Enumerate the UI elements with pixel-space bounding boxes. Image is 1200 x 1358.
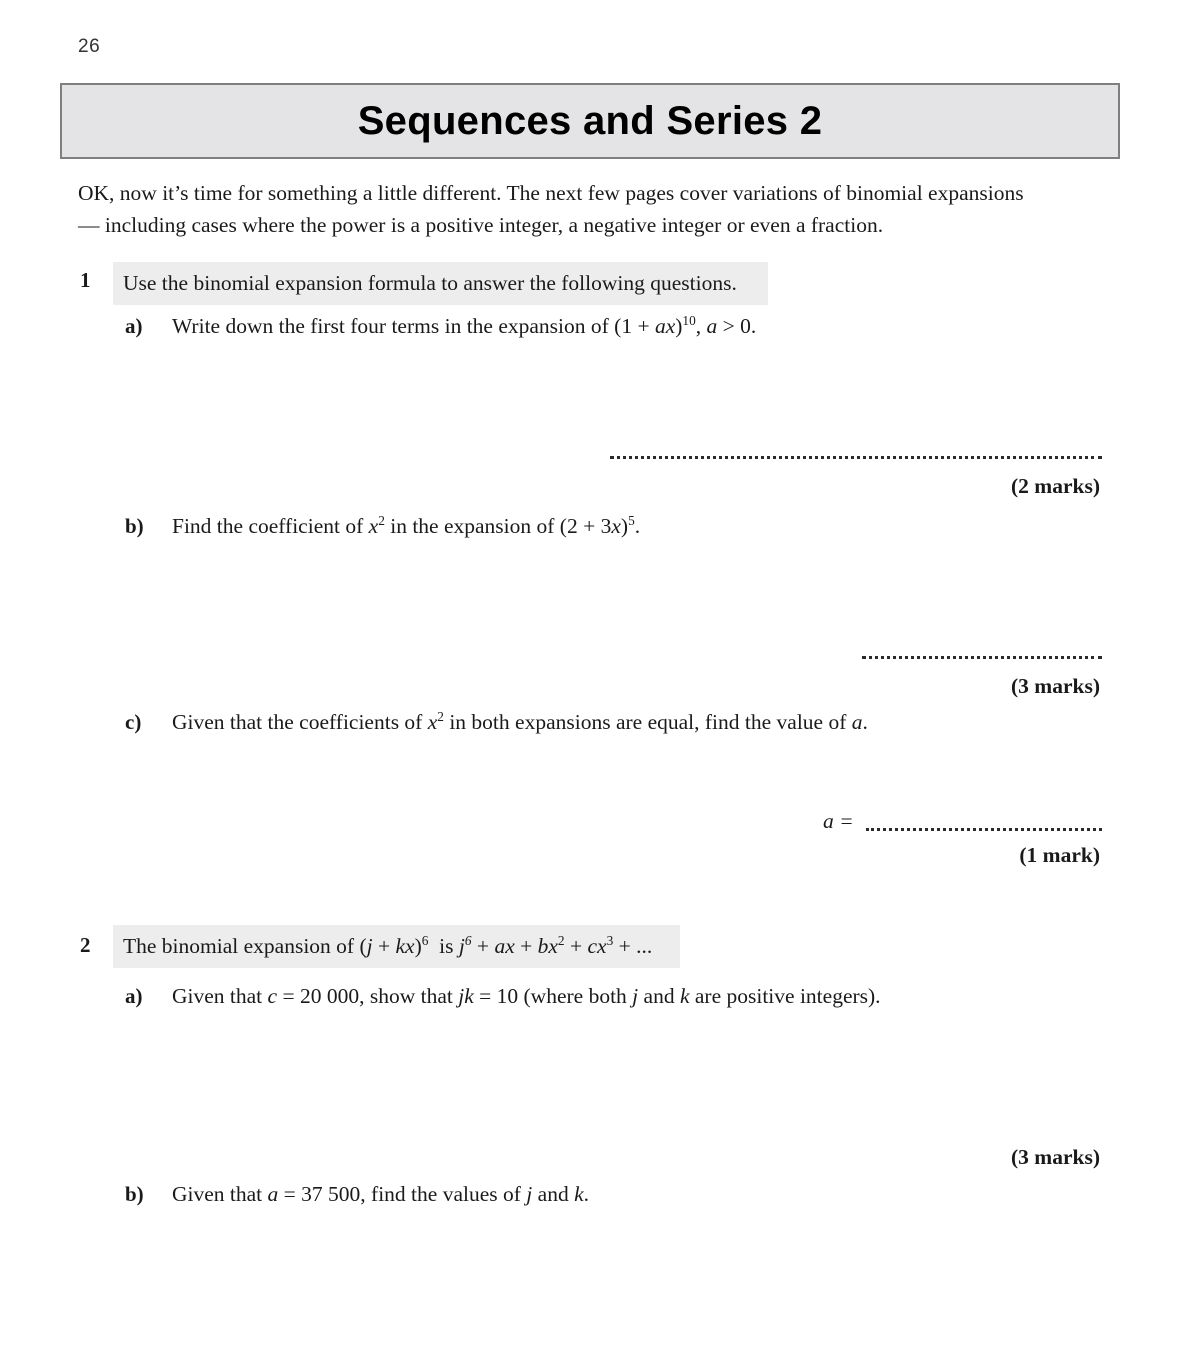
question-1c-text: Given that the coefficients of $x^2$ in both expansions are equal, find the value of a. <box>172 708 868 734</box>
question-2-number: 2 <box>80 933 91 957</box>
question-2a-text: Given that c = 20 000, show that jk = 10 (where both j and k are positive integers). <box>172 984 881 1008</box>
question-1-stem: Use the binomial expansion formula to answer the following questions. <box>113 262 768 305</box>
question-1a-answer-line[interactable] <box>610 452 1102 459</box>
question-1b-label: b) <box>125 514 144 538</box>
question-2b-text: Given that a = 37 500, find the values of j and k. <box>172 1182 589 1206</box>
question-1a-marks: (2 marks) <box>1011 474 1100 498</box>
question-1b-answer-line[interactable] <box>862 652 1102 659</box>
question-1c-label: c) <box>125 710 142 734</box>
question-2b-label: b) <box>125 1182 144 1206</box>
question-1a-text: Write down the first four terms in the expansion of (1 + ax)$^{10}$, a > 0. <box>172 312 757 338</box>
question-1b-text: Find the coefficient of $x^2$ in the expansion of $(2 + 3x)^5$. <box>172 512 641 538</box>
page-title-banner <box>60 83 1120 159</box>
page-number: 26 <box>78 36 101 57</box>
intro-paragraph <box>78 177 1078 241</box>
question-1a-label: a) <box>125 314 143 338</box>
question-1c-answer-prefix: a = <box>823 809 854 833</box>
question-2a-marks: (3 marks) <box>1011 1145 1100 1169</box>
question-1c-marks: (1 mark) <box>1019 843 1100 867</box>
question-2a-label: a) <box>125 984 143 1008</box>
page-title: Sequences and Series 2 <box>357 98 823 143</box>
question-2-stem: The binomial expansion of (j + kx)$^6$ is $j^6$ + ax + $bx^2 + cx^3$ + ... <box>113 925 680 968</box>
intro-line-1: OK, now it’s time for something a little different. The next few pages cover variations of binomial expansions <box>78 181 1024 205</box>
question-1-number: 1 <box>80 268 91 292</box>
intro-line-2: — including cases where the power is a positive integer, a negative integer or even a fraction. <box>78 213 884 237</box>
question-1b-marks: (3 marks) <box>1011 674 1100 698</box>
question-1c-answer-line[interactable] <box>866 824 1102 831</box>
